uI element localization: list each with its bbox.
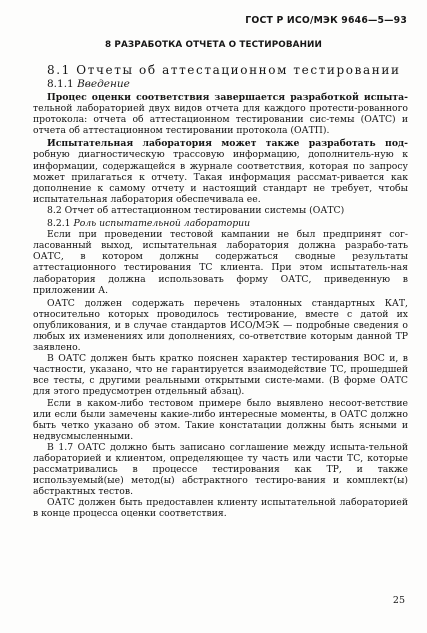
heading-8-2-1 — [33, 218, 408, 229]
section-title: 8 РАЗРАБОТКА ОТЧЕТА О ТЕСТИРОВАНИИ — [105, 40, 322, 50]
paragraph-5: В ОАТС должен быть кратко пояснен характер тестирования ВОС и, в частности, указано, что не гарантируется взаимодействие ТС, прошедшей все тесты, с другими реальными открытыми систе-мами. (В форме ОАТС для этого предусмотрен отдельный абзац). — [33, 353, 408, 398]
heading-8-2-1-number: 8.2.1 — [47, 218, 71, 230]
paragraph-6: Если в каком-либо тестовом примере было выявлено несоот-ветствие или если были замечены какие-либо интересные моменты, в ОАТС должно быть четко указано об этом. Такие констатации должны быть ясными и недвусмысленными. — [33, 397, 408, 442]
standard-header: ГОСТ Р ИСО/МЭК 9646—5—93 — [245, 15, 407, 26]
paragraph-2-text: робную диагностическую трассовую информацию, дополнитель-ную к информации, содержащейся в журнале соответствия, которая по запросу может прилагаться к отчету. Такая информация рассмат-ривается как дополнение к самому отчету и настоящий стандарт не требует, чтобы испытательная лаборатория обеспечивала ее. — [33, 149, 408, 205]
document-body — [33, 63, 408, 520]
heading-8-1-1 — [47, 78, 408, 90]
paragraph-2 — [33, 138, 408, 205]
heading-8-2-1-title: Роль испытательной лаборатории — [73, 218, 251, 230]
heading-8-1-1-title: Введение — [77, 78, 130, 90]
paragraph-3: Если при проведении тестовой кампании не был предпринят сог-ласованный выход, испытательная лаборатория должна разрабо-тать ОАТС, в котором должны содержаться сводные результаты аттестационного тестирования ТС клиента. При этом испытатель-ная лаборатория должна использовать форму ОАТС, приведенную в приложении А. — [33, 229, 408, 296]
paragraph-1 — [33, 92, 408, 136]
paragraph-1-text: тельной лабораторией двух видов отчета для каждого протести-рованного протокола: отчета об аттестационном тестировании сис-темы (ОАТС) и отчета об аттестационном тестировании протокола (ОАТП). — [33, 103, 408, 137]
paragraph-7: В 1.7 ОАТС должно быть записано соглашение между испыта-тельной лабораторией и клиентом, определяющее ту часть или части ТС, которые рассматривались в процессе тестирования как ТР, и также используемый(ые) метод(ы) абстрактного тестиро-вания и комплект(ы) абстрактных тестов. — [33, 441, 408, 498]
heading-8-1-1-number: 8.1.1 — [47, 78, 74, 90]
page-number: 25 — [392, 595, 405, 606]
heading-8-2: 8.2 Отчет об аттестационном тестировании системы (ОАТС) — [47, 204, 345, 216]
paragraph-4: ОАТС должен содержать перечень эталонных стандартных КАТ, относительно которых проводилось тестирование, вместе с датой их опубликования, и в случае стандартов ИСО/МЭК — подробные сведения о любых их изменениях или дополнениях, со-ответствие которым данной ТР заявлено. — [33, 297, 408, 354]
paragraph-1-lead: Процес оценки соответствия завершается разработкой испыта- — [47, 92, 408, 103]
heading-8-1: 8.1 Отчеты об аттестационном тестировании — [47, 63, 401, 77]
paragraph-8: ОАТС должен быть предоставлен клиенту испытательной лабораторией в конце процесса оценки соответствия. — [33, 497, 408, 520]
paragraph-2-lead: Испытательная лаборатория может также разработать под- — [47, 138, 408, 150]
